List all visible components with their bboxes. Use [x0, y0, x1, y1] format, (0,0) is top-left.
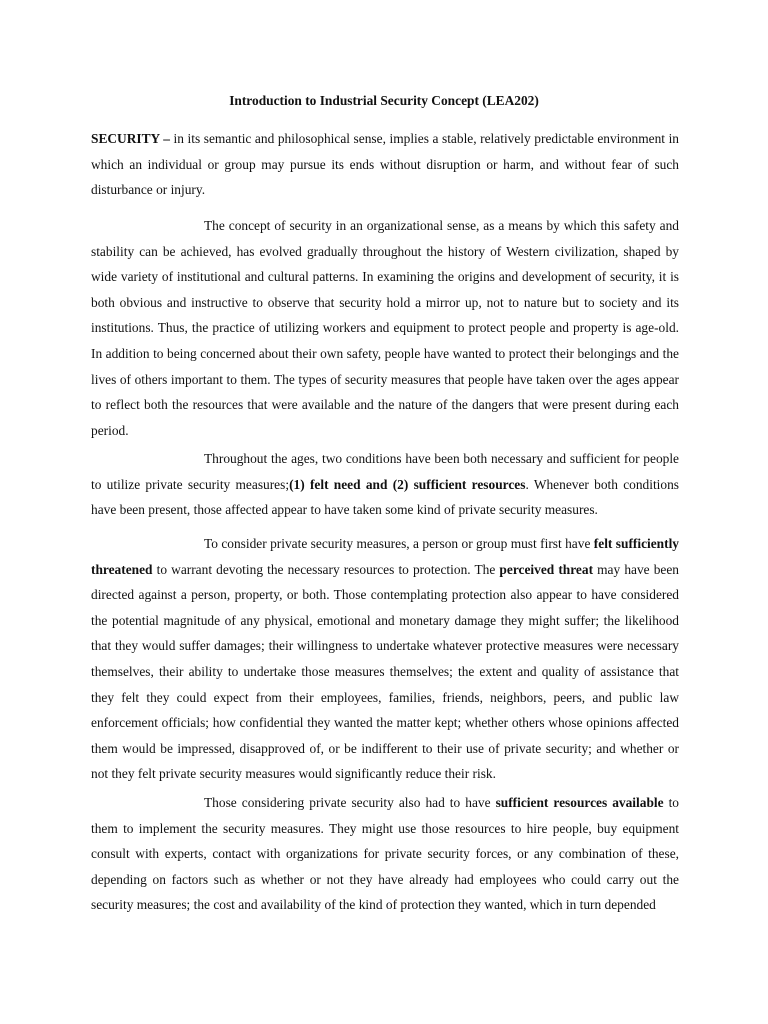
paragraph-security-definition: [91, 126, 679, 203]
security-definition-text: in its semantic and philosophical sense, implies a stable, relatively predictable environment in which an individual or group may pursue its ends without disruption or harm, and without fear of such disturbance or injury.: [91, 131, 680, 198]
two-conditions-bold: (1) felt need and (2) sufficient resources: [289, 476, 526, 492]
security-term: SECURITY –: [91, 131, 170, 146]
paragraph-sufficient-resources: [91, 790, 679, 1016]
two-conditions-text-b: . Whenever both conditions have been present, those affected appear to have taken some kind of private security measures.: [91, 476, 679, 518]
two-conditions-text-a: Throughout the ages, two conditions have been both necessary and sufficient for people to utilize private security measures;: [91, 451, 679, 492]
paragraph-organizational-concept: The concept of security in an organizational sense, as a means by which this safety and stability can be achieved, has evolved gradually throughout the history of Western civilization, shaped by wide variety of institutional and cultural patterns. In examining the origins and development of security, it is both obvious and instructive to observe that security hold a mirror up, not to nature but to society and its institutions. Thus, the practice of utilizing workers and equipment to protect people and property is age-old. In addition to being concerned about their own safety, people have wanted to protect their belongings and the lives of others important to them. The types of security measures that people have taken over the ages appear to reflect both the resources that were available and the nature of the dangers that were present during each period.: [91, 218, 679, 438]
resources-text-b: to them to implement the security measures. They might use those resources to hire people, buy equipment consult with experts, contact with organizations for private security forces, or any combination of these, depending on factors such as whether or not they have already had employees who could carry out the security measures; the cost and availability of the kind of protection they wanted, which in turn depended: [91, 795, 679, 913]
paragraph-felt-threat: [91, 531, 679, 787]
resources-bold: sufficient resources available: [495, 795, 664, 810]
felt-threat-text-c: may have been directed against a person, property, or both. Those contemplating protection also appear to have considered the potential magnitude of any physical, emotional and monetary damage they might suffer; the likelihood that they would suffer damages; their willingness to undertake whatever protective measures were necessary themselves, their ability to undertake those measures themselves; the extent and quality of assistance that they felt they could expect from their employees, families, friends, neighbors, peers, and public law enforcement officials; how confidential they wanted the matter kept; whether others whose opinions affected them would be impressed, disapproved of, or be indifferent to their use of private security; and whether or not they felt private security measures would significantly reduce their risk.: [91, 561, 679, 782]
paragraph-two-conditions: [91, 446, 679, 523]
felt-threat-bold-b: perceived threat: [499, 561, 594, 577]
resources-text-a: Those considering private security also had to have: [204, 795, 496, 810]
felt-threat-bold-a: felt sufficiently threatened: [91, 536, 680, 577]
document-title: Introduction to Industrial Security Concept (LEA202): [229, 93, 539, 108]
felt-threat-text-b: to warrant devoting the necessary resources to protection. The: [152, 561, 500, 577]
felt-threat-text-a: To consider private security measures, a person or group must first have: [204, 536, 594, 551]
